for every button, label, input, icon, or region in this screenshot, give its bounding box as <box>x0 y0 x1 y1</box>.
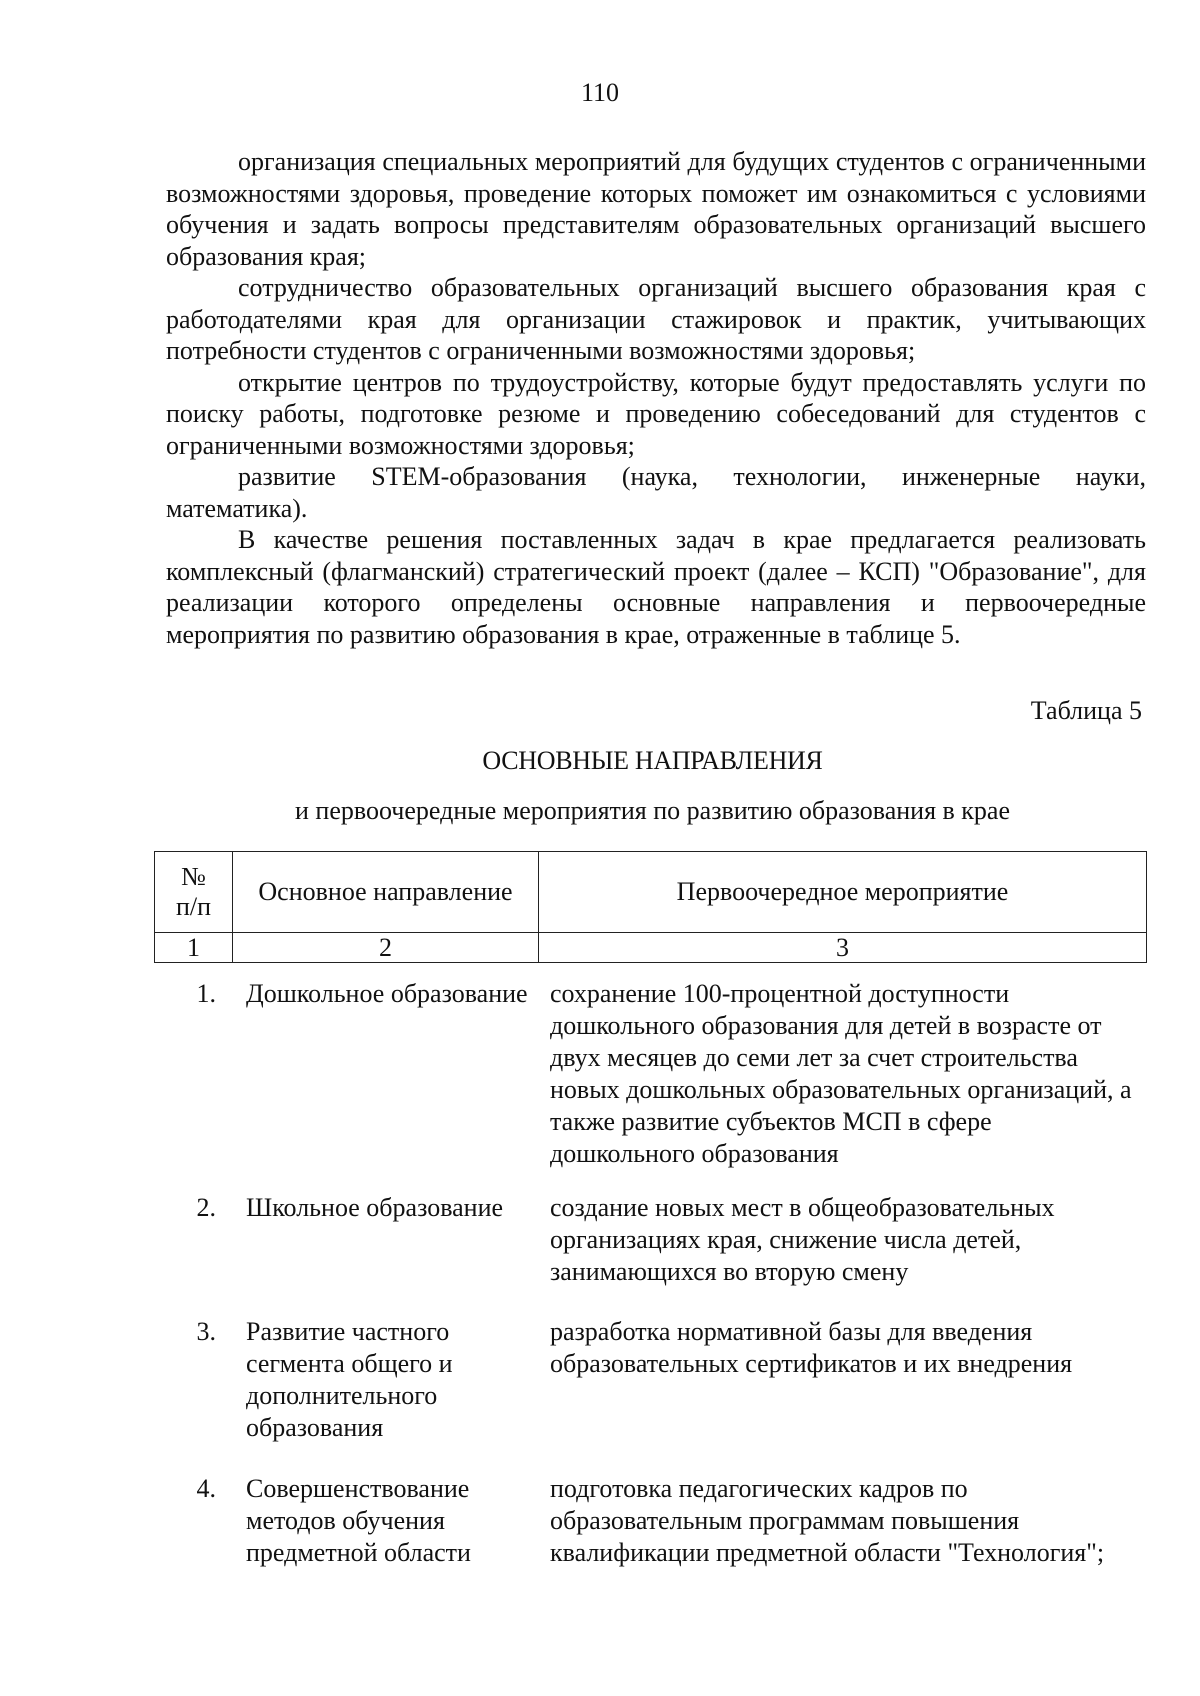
row-direction: Дошкольное образование <box>246 979 528 1008</box>
header-num <box>155 852 233 933</box>
column-number: 1 <box>155 933 233 963</box>
paragraph: открытие центров по трудоустройству, которые будут предоставлять услуги по поиску работы, подготовке резюме и проведению собеседований для студентов с ограниченными возможностями здоровья; <box>166 367 1146 460</box>
header-num-line2: п/п <box>175 892 212 921</box>
column-number-row <box>155 933 1147 963</box>
row-direction: Школьное образование <box>246 1193 504 1222</box>
row-number: 3. <box>196 1317 216 1346</box>
row-direction: Развитие частного сегмента общего и дополнительного образования <box>246 1317 453 1442</box>
body-text <box>166 146 1146 650</box>
row-number: 1. <box>196 979 216 1008</box>
column-number: 2 <box>233 933 539 963</box>
column-number: 3 <box>539 933 1147 963</box>
row-number: 4. <box>196 1474 216 1503</box>
row-activity: сохранение 100-процентной доступности дошкольного образования для детей в возрасте от двух месяцев до семи лет за счет строительства новых дошкольных образовательных организаций, а также развитие субъектов МСП в сфере дошкольного образования <box>550 979 1132 1168</box>
row-activity: разработка нормативной базы для введения образовательных сертификатов и их внедрения <box>550 1317 1073 1378</box>
header-num-line1: № <box>181 862 206 891</box>
paragraph: В качестве решения поставленных задач в крае предлагается реализовать комплексный (флагманский) стратегический проект (далее – КСП) "Образование", для реализации которого определены основные направления и первоочередные мероприятия по развитию образования в крае, отраженные в таблице 5. <box>166 525 1146 649</box>
table-header <box>154 851 1147 963</box>
row-activity: подготовка педагогических кадров по образовательным программам повышения квалификации предметной области "Технология"; <box>550 1474 1105 1567</box>
table-subtitle: и первоочередные мероприятия по развитию образования в крае <box>294 796 1011 825</box>
paragraph: развитие STEM-образования (наука, технологии, инженерные науки, математика). <box>166 462 1146 523</box>
paragraph: сотрудничество образовательных организаций высшего образования края с работодателями края для организации стажировок и практик, учитывающих потребности студентов с ограниченными возможностями здоровья; <box>166 273 1146 365</box>
row-number: 2. <box>196 1193 216 1222</box>
paragraph: организация специальных мероприятий для будущих студентов с ограниченными возможностями здоровья, проведение которых поможет им ознакомиться с условиями обучения и задать вопросы представителям образовательных организаций высшего образования края; <box>166 147 1146 271</box>
header-direction: Основное направление <box>233 852 539 933</box>
table-title: ОСНОВНЫЕ НАПРАВЛЕНИЯ <box>482 746 823 775</box>
row-direction: Совершенствование методов обучения предметной области <box>246 1474 471 1567</box>
table-label: Таблица 5 <box>1030 696 1142 725</box>
page-number: 110 <box>580 78 620 107</box>
header-activity: Первоочередное мероприятие <box>539 852 1147 933</box>
header-row <box>155 852 1147 933</box>
row-activity: создание новых мест в общеобразовательных организациях края, снижение числа детей, занимающихся во вторую смену <box>550 1193 1055 1286</box>
